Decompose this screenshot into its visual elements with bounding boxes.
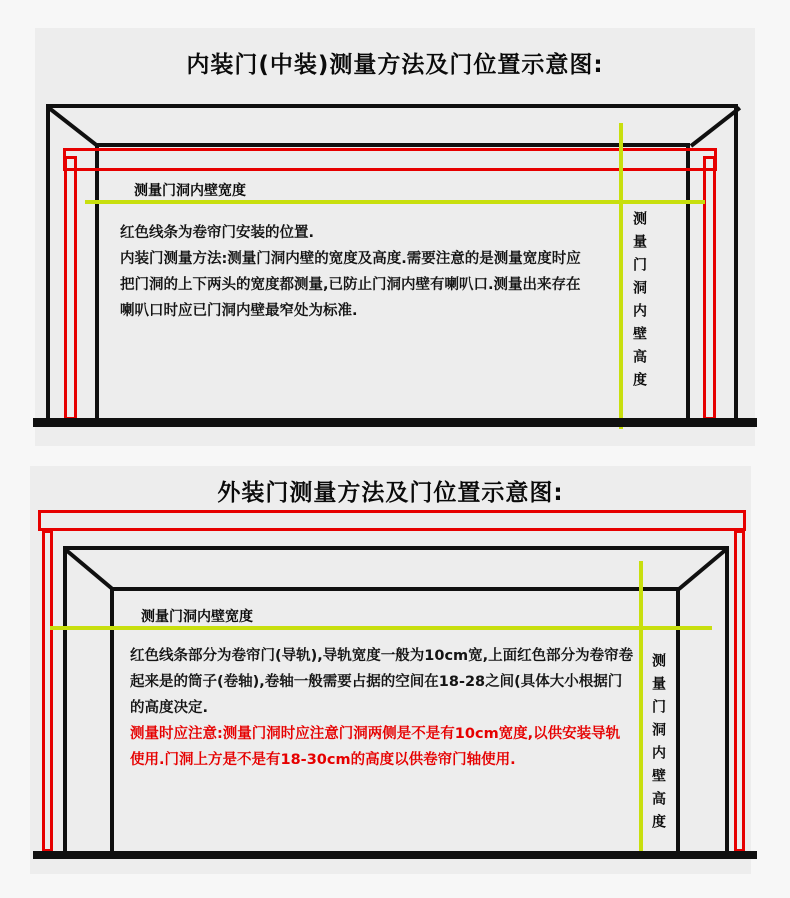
instruction-line: 把门洞的上下两头的宽度都测量,已防止门洞内壁有喇叭口.测量出来存在	[120, 277, 581, 293]
instruction-line: 的高度决定.	[130, 700, 209, 716]
instruction-line: 喇叭口时应已门洞内壁最窄处为标准.	[120, 303, 358, 319]
width-measure-label: 测量门洞内壁宽度	[134, 183, 246, 199]
height-measure-label: 测量门洞内壁高度	[650, 653, 666, 837]
instruction-line: 内装门测量方法:测量门洞内壁的宽度及高度.需要注意的是测量宽度时应	[120, 251, 581, 267]
outer-door-title: 外装门测量方法及门位置示意图:	[217, 480, 564, 506]
inner-door-instructions	[120, 220, 620, 324]
inner-door-title: 内装门(中装)测量方法及门位置示意图:	[186, 52, 604, 78]
guide-rail-left	[42, 530, 53, 852]
instruction-line: 红色线条部分为卷帘门(导轨),导轨宽度一般为10cm宽,上面红色部分为卷帘卷	[130, 648, 634, 664]
ground-line	[33, 851, 757, 859]
warning-line: 使用.门洞上方是不是有18-30cm的高度以供卷帘门轴使用.	[130, 752, 516, 768]
ground-line	[33, 418, 757, 427]
guide-rail-left	[64, 156, 77, 420]
instruction-line: 红色线条为卷帘门安装的位置.	[120, 225, 315, 241]
width-measure-label: 测量门洞内壁宽度	[141, 609, 253, 625]
height-measure-label: 测量门洞内壁高度	[631, 211, 647, 395]
roller-barrel-band	[38, 510, 746, 531]
width-measure-line	[85, 200, 705, 204]
guide-rail-right	[734, 530, 745, 852]
instruction-line: 起来是的筒子(卷轴),卷轴一般需要占据的空间在18-28之间(具体大小根据门	[130, 674, 623, 690]
guide-rail-right	[703, 156, 716, 420]
width-measure-line	[50, 626, 712, 630]
outer-door-instructions	[130, 643, 650, 773]
warning-line: 测量时应注意:测量门洞时应注意门洞两侧是不是有10cm宽度,以供安装导轨	[130, 726, 621, 742]
